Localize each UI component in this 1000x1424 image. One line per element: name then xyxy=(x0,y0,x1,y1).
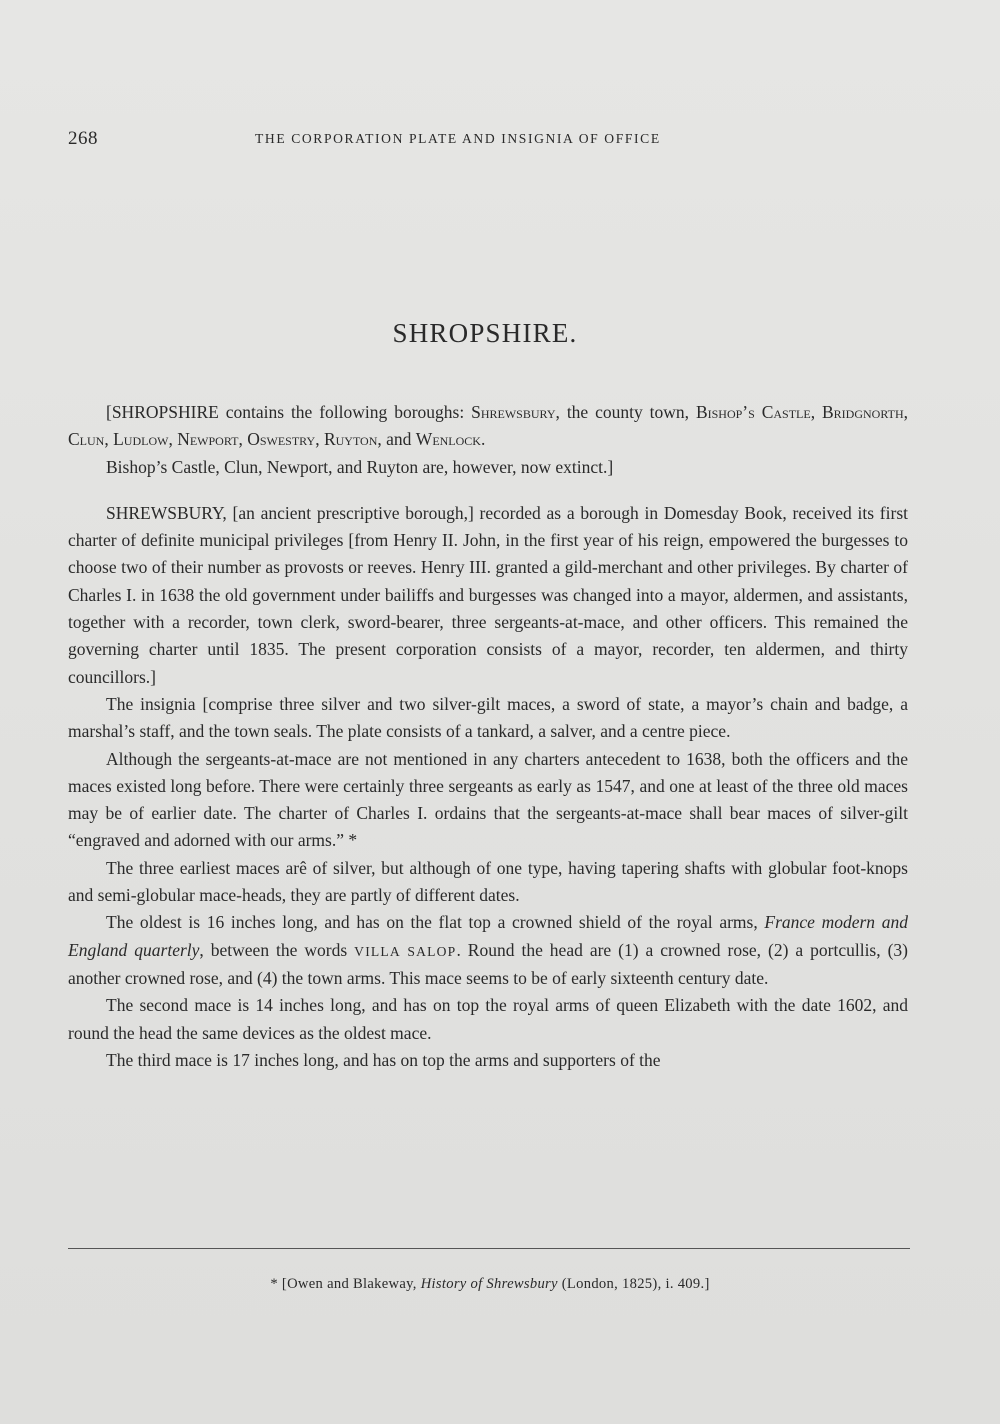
shrewsbury-paragraph-3: Although the sergeants-at-mace are not mentioned in any charters antecedent to 1638, both the officers and the maces existed long before. There were certainly three sergeants as early as 1547, and one at least of the three old maces may be of earlier date. The charter of Charles I. ordains that the sergeants-at-mace shall bear maces of silver-gilt “engraved and adorned with our arms.” * xyxy=(68,748,908,851)
separator: , xyxy=(238,429,248,450)
separator: , xyxy=(315,429,324,450)
villa-salop: VILLA SALOP xyxy=(354,943,457,959)
borough-clun: Clun xyxy=(68,429,105,450)
shrewsbury-paragraph-7: The third mace is 17 inches long, and has on top the arms and supporters of the xyxy=(106,1049,661,1070)
running-head xyxy=(68,128,908,152)
shrewsbury-paragraph-1: SHREWSBURY, [an ancient prescriptive borough,] recorded as a borough in Domesday Book, received its first charter of definite municipal privileges [from Henry II. John, in the first year of his reign, empowered the burgesses to choose two of their number as provosts or reeves. Henry III. granted a gild-merchant and other privileges. By charter of Charles I. in 1638 the old government under bailiffs and burgesses was changed into a mayor, aldermen, and assistants, together with a recorder, town clerk, sword-bearer, three sergeants-at-mace, and other officers. This remained the governing charter until 1835. The present corporation consists of a mayor, recorder, ten aldermen, and thirty councillors.] xyxy=(68,502,908,687)
page-number: 268 xyxy=(68,128,98,149)
footnote-divider xyxy=(68,1248,910,1249)
shrewsbury-paragraph-2: The insignia [comprise three silver and two silver-gilt maces, a sword of state, a mayor’s chain and badge, a marshal’s staff, and the town seals. The plate consists of a tankard, a salver, and a centre piece. xyxy=(68,693,908,742)
p5-text-b: , between the words xyxy=(199,939,355,960)
p5-italic: France modern and England quarterly xyxy=(68,912,908,960)
borough-newport: Newport xyxy=(177,429,239,450)
borough-ludlow: Ludlow xyxy=(113,429,169,450)
extinct-note: Bishop’s Castle, Clun, Newport, and Ruyton are, however, now extinct.] xyxy=(106,456,614,477)
separator: , xyxy=(168,429,178,450)
footnote-text-b: (London, 1825), i. 409.] xyxy=(557,1276,710,1292)
borough-oswestry: Oswestry xyxy=(247,429,316,450)
separator: , xyxy=(810,402,822,422)
shrewsbury-paragraph-6: The second mace is 14 inches long, and has on top the royal arms of queen Elizabeth with the date 1602, and round the head the same devices as the oldest mace. xyxy=(68,995,908,1043)
borough-bishops-castle: Bishop’s Castle xyxy=(695,402,811,422)
footnote xyxy=(0,1276,980,1293)
intro-open: [SHROPSHIRE contains the following boroughs: xyxy=(106,402,472,422)
body-text xyxy=(68,399,908,1074)
footnote-marker: * xyxy=(270,1276,282,1292)
footnote-italic: History of Shrewsbury xyxy=(420,1276,558,1292)
borough-shrewsbury: Shrewsbury xyxy=(471,402,556,422)
intro-end: . xyxy=(480,429,486,450)
separator-and: , and xyxy=(377,429,416,450)
county-town-note: , the county town, xyxy=(555,402,696,422)
shrewsbury-paragraph-5 xyxy=(68,909,908,992)
intro-paragraph xyxy=(68,399,908,454)
p5-text-a: The oldest is 16 inches long, and has on the flat top a crowned shield of the royal arms, xyxy=(106,912,765,933)
p5-text-c: . Round the head are (1) a crowned rose, (2) a portcullis, (3) another crowned rose, and (4) the town arms. This mace seems to be of early sixteenth century date. xyxy=(68,939,908,988)
section-title: SHROPSHIRE. xyxy=(392,318,578,348)
borough-wenlock: Wenlock xyxy=(415,429,481,450)
separator: , xyxy=(903,402,908,422)
shrewsbury-paragraph-4: The three earliest maces arê of silver, but although of one type, having tapering shafts with globular foot-knops and semi-globular mace-heads, they are partly of different dates. xyxy=(68,857,908,906)
separator: , xyxy=(104,429,114,450)
borough-ruyton: Ruyton xyxy=(323,429,378,450)
footnote-text-a: [Owen and Blakeway, xyxy=(281,1276,421,1292)
borough-bridgnorth: Bridgnorth xyxy=(822,402,904,422)
running-head-title: THE CORPORATION PLATE AND INSIGNIA OF OFFICE xyxy=(255,131,661,146)
